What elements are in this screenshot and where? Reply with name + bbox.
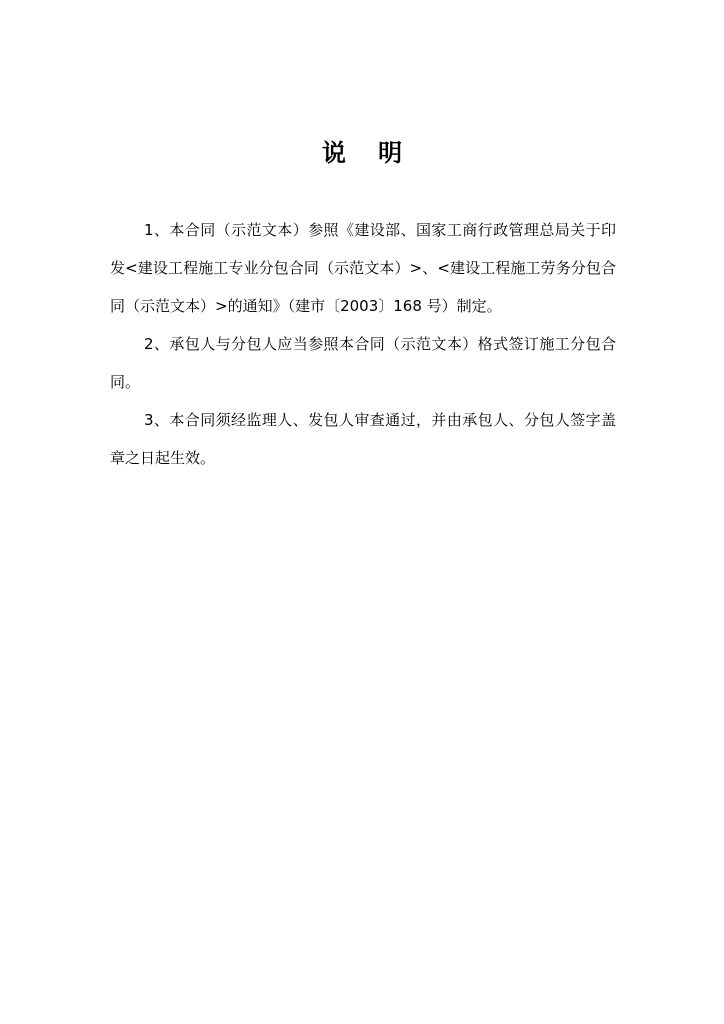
page-title: 说 明 bbox=[321, 139, 415, 167]
document-body bbox=[110, 211, 616, 477]
paragraph-2: 2、承包人与分包人应当参照本合同（示范文本）格式签订施工分包合同。 bbox=[110, 335, 616, 391]
paragraph-3: 3、本合同须经监理人、发包人审查通过，并由承包人、分包人签字盖章之日起生效。 bbox=[110, 411, 616, 467]
paragraph-1: 1、本合同（示范文本）参照《建设部、国家工商行政管理总局关于印发<建设工程施工专业分包合同（示范文本）>、<建设工程施工劳务分包合同（示范文本）>的通知》（建市〔2003〕168 号）制定。 bbox=[110, 221, 616, 315]
